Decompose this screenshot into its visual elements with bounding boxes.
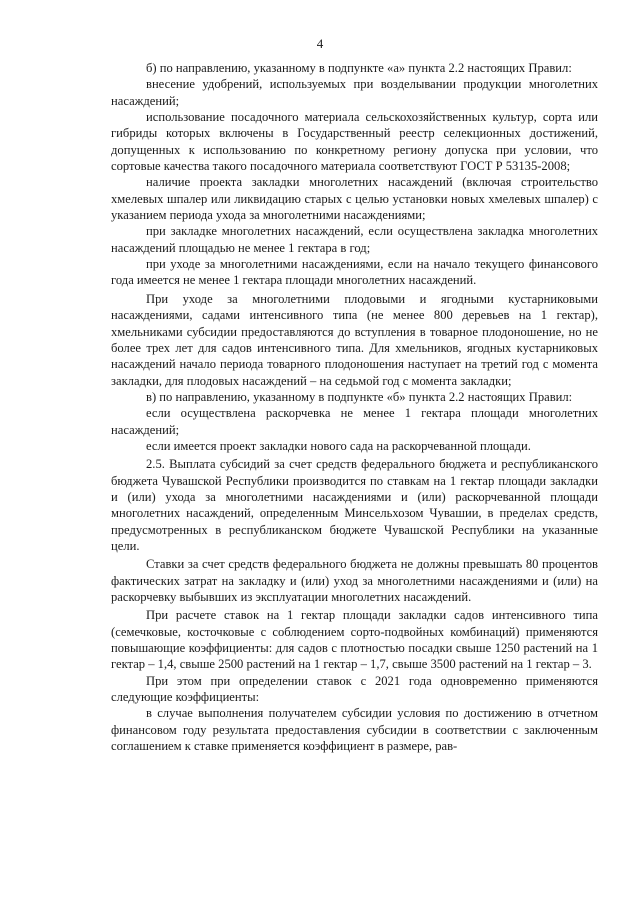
- paragraph: При этом при определении ставок с 2021 года одновременно применяются следующие коэффициенты:: [111, 673, 598, 705]
- paragraph: наличие проекта закладки многолетних насаждений (включая строительство хмелевых шпалер или ликвидацию старых с целью установки новых хмелевых шпалер) с указанием периода ухода за многолетними насаждениями;: [111, 175, 598, 223]
- paragraph: если осуществлена раскорчевка не менее 1 гектара площади многолетних насаждений;: [111, 406, 598, 437]
- paragraph: при закладке многолетних насаждений, если осуществлена закладка многолетних насаждений площадью не менее 1 гектара в год;: [111, 224, 598, 255]
- paragraph: Ставки за счет средств федерального бюджета не должны превышать 80 процентов фактических затрат на закладку и (или) уход за многолетними насаждениями и (или) на раскорчевку выбывших из эксплуатации многолетних насаждений.: [111, 557, 598, 604]
- paragraph: при уходе за многолетними насаждениями, если на начало текущего финансового года имеется не менее 1 гектара площади многолетних насаждений.: [111, 257, 598, 288]
- page-number: 4: [316, 36, 324, 51]
- paragraph: 2.5. Выплата субсидий за счет средств федерального бюджета и республиканского бюджета Чувашской Республики производится по ставкам на 1 гектар площади закладки и (или) ухода за многолетними насаждениями и (или) раскорчеванной площади многолетних насаждений, определенным Минсельхозом Чувашии, в пределах средств, предусмотренных в республиканском бюджете Чувашской Республики на указанные цели.: [111, 457, 598, 553]
- paragraph: если имеется проект закладки нового сада на раскорчеванной площади.: [146, 438, 531, 453]
- document-body: [111, 60, 598, 754]
- paragraph: использование посадочного материала сельскохозяйственных культур, сорта или гибриды которых включены в Государственный реестр селекционных достижений, допущенных к использованию по конкретному региону допуска при условии, что сортовые качества такого посадочного материала соответствуют ГОСТ Р 53135-2008;: [111, 110, 598, 174]
- paragraph: внесение удобрений, используемых при возделывании продукции многолетних насаждений;: [111, 77, 598, 108]
- paragraph: в) по направлению, указанному в подпункте «б» пункта 2.2 настоящих Правил:: [146, 389, 573, 404]
- paragraph: При расчете ставок на 1 гектар площади закладки садов интенсивного типа (семечковые, косточковые с соблюдением сорто-подвойных комбинаций) применяются повышающие коэффициенты: для садов с плотностью посадки свыше 1250 растений на 1 гектар – 1,4, свыше 2500 растений на 1 гектар – 1,7, свыше 3500 растений на 1 гектар – 3.: [111, 608, 598, 672]
- paragraph: в случае выполнения получателем субсидии условия по достижению в отчетном финансовом году результата предоставления субсидии в соответствии с заключенным соглашением к ставке применяется коэффициент в размере, рав-: [111, 706, 598, 754]
- paragraph: При уходе за многолетними плодовыми и ягодными кустарниковыми насаждениями, садами интенсивного типа (не менее 800 деревьев на 1 гектар), хмельниками субсидии предоставляются до вступления в товарное плодоношение, но не более трех лет для садов интенсивного типа. Для хмельников, ягодных кустарниковых насаждений начало периода товарного плодоношения наступает на третий год с момента закладки, для плодовых насаждений – на седьмой год с момента закладки;: [111, 291, 598, 388]
- paragraph: б) по направлению, указанному в подпункте «а» пункта 2.2 настоящих Правил:: [146, 61, 572, 75]
